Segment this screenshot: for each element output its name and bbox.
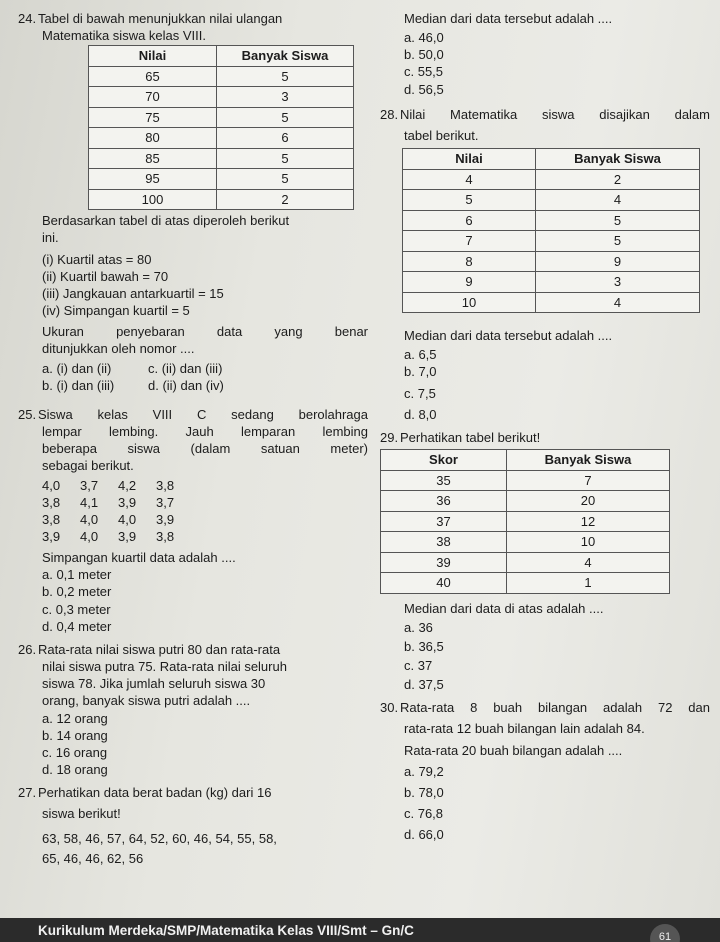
table-cell: 5 xyxy=(536,210,700,231)
option-d[interactable]: d. 56,5 xyxy=(404,81,444,97)
table-row xyxy=(381,532,670,553)
table-cell: 4 xyxy=(507,552,670,573)
question-text: Ukuran penyebaran data yang benar xyxy=(42,324,368,340)
data-value: 3,8 xyxy=(156,477,175,493)
option-d[interactable]: d. 8,0 xyxy=(404,406,437,422)
option-b[interactable]: b. 7,0 xyxy=(404,364,437,380)
question-stem: sebagai berikut. xyxy=(42,458,134,474)
option-a[interactable]: a. 79,2 xyxy=(404,763,444,779)
left-column xyxy=(18,10,368,867)
data-value: 4,0 xyxy=(118,511,137,527)
table-header: Banyak Siswa xyxy=(507,450,670,471)
table-cell: 5 xyxy=(217,107,354,128)
table-cell: 9 xyxy=(403,272,536,293)
question-stem: rata-rata 12 buah bilangan lain adalah 84. xyxy=(404,721,645,737)
data-value: 4,0 xyxy=(80,511,99,527)
question-text: ditunjukkan oleh nomor .... xyxy=(42,341,195,357)
table-cell: 85 xyxy=(89,148,217,169)
question-stem: Siswa kelas VIII C sedang berolahraga xyxy=(38,406,368,422)
question-text: Median dari data tersebut adalah .... xyxy=(404,11,613,26)
data-row xyxy=(18,511,368,528)
table-header: Nilai xyxy=(403,149,536,170)
table-row xyxy=(403,169,700,190)
table-cell: 9 xyxy=(536,251,700,272)
statement: (i) Kuartil atas = 80 xyxy=(42,251,152,267)
option-d[interactable]: d. (ii) dan (iv) xyxy=(148,377,224,393)
data-table-29 xyxy=(380,449,670,594)
table-cell: 3 xyxy=(217,87,354,108)
question-text: Simpangan kuartil data adalah .... xyxy=(42,550,236,566)
data-value: 3,7 xyxy=(80,477,99,493)
question-text: Median dari data di atas adalah .... xyxy=(404,600,604,616)
table-row xyxy=(381,511,670,532)
option-d[interactable]: d. 66,0 xyxy=(404,827,444,843)
table-row xyxy=(381,470,670,491)
option-a[interactable]: a. 12 orang xyxy=(42,710,108,726)
table-cell: 39 xyxy=(381,552,507,573)
table-cell: 37 xyxy=(381,511,507,532)
option-a[interactable]: a. (i) dan (ii) xyxy=(42,360,112,376)
question-stem: beberapa siswa (dalam satuan meter) xyxy=(42,441,368,457)
data-value: 3,9 xyxy=(156,511,175,527)
question-text: ini. xyxy=(42,230,59,246)
data-value: 3,9 xyxy=(118,528,137,544)
data-value: 3,7 xyxy=(156,494,175,510)
table-cell: 6 xyxy=(217,128,354,149)
footer-text: Kurikulum Merdeka/SMP/Matematika Kelas VIII/Smt – Gn/C xyxy=(38,923,414,938)
option-b[interactable]: b. 36,5 xyxy=(404,638,444,654)
question-stem: Nilai Matematika siswa disajikan dalam xyxy=(400,106,710,122)
data-value: 3,9 xyxy=(118,494,137,510)
question-stem: nilai siswa putra 75. Rata-rata nilai seluruh xyxy=(42,659,287,675)
data-value: 3,9 xyxy=(42,528,61,544)
data-table-24 xyxy=(88,45,354,210)
table-cell: 2 xyxy=(217,189,354,210)
table-cell: 5 xyxy=(217,169,354,190)
option-b[interactable]: b. 0,2 meter xyxy=(42,584,112,600)
table-cell: 70 xyxy=(89,87,217,108)
question-number: 29. xyxy=(380,429,399,445)
table-cell: 4 xyxy=(536,292,700,313)
table-cell: 12 xyxy=(507,511,670,532)
question-number: 28. xyxy=(380,106,399,122)
table-cell: 7 xyxy=(507,470,670,491)
table-cell: 36 xyxy=(381,491,507,512)
question-stem: Rata-rata 8 buah bilangan adalah 72 dan xyxy=(400,700,710,716)
statement: (iv) Simpangan kuartil = 5 xyxy=(42,303,190,319)
question-number: 24. xyxy=(18,11,37,26)
table-row xyxy=(89,66,354,87)
table-row xyxy=(403,190,700,211)
table-row xyxy=(403,251,700,272)
question-29 xyxy=(380,429,710,693)
question-stem: siswa berikut! xyxy=(42,806,121,822)
table-cell: 75 xyxy=(89,107,217,128)
table-cell: 10 xyxy=(403,292,536,313)
option-c[interactable]: c. 16 orang xyxy=(42,744,108,760)
statement: (ii) Kuartil bawah = 70 xyxy=(42,268,169,284)
option-c[interactable]: c. (ii) dan (iii) xyxy=(148,360,223,376)
table-row xyxy=(89,169,354,190)
option-d[interactable]: d. 18 orang xyxy=(42,762,108,777)
table-cell: 38 xyxy=(381,532,507,553)
data-value: 3,8 xyxy=(156,528,175,544)
table-cell: 65 xyxy=(89,66,217,87)
table-row xyxy=(89,148,354,169)
table-row xyxy=(403,272,700,293)
question-number: 25. xyxy=(18,406,37,422)
option-a[interactable]: a. 46,0 xyxy=(404,30,444,46)
table-cell: 3 xyxy=(536,272,700,293)
option-a[interactable]: a. 6,5 xyxy=(404,347,437,363)
table-cell: 10 xyxy=(507,532,670,553)
data-value: 3,8 xyxy=(42,494,61,510)
option-b[interactable]: b. 14 orang xyxy=(42,727,108,743)
question-25 xyxy=(18,406,368,635)
table-row xyxy=(89,107,354,128)
table-cell: 2 xyxy=(536,169,700,190)
table-cell: 5 xyxy=(403,190,536,211)
data-value: 4,0 xyxy=(42,477,61,493)
data-value: 3,8 xyxy=(42,511,61,527)
question-stem: Matematika siswa kelas VIII. xyxy=(42,28,206,44)
table-cell: 6 xyxy=(403,210,536,231)
table-cell: 4 xyxy=(536,190,700,211)
data-grid-25 xyxy=(18,477,368,546)
question-stem: orang, banyak siswa putri adalah .... xyxy=(42,693,251,709)
data-list: 65, 46, 46, 62, 56 xyxy=(42,850,144,866)
table-row xyxy=(403,292,700,313)
data-list: 63, 58, 46, 57, 64, 52, 60, 46, 54, 55, 58, xyxy=(42,831,277,847)
table-header: Nilai xyxy=(89,46,217,67)
question-30 xyxy=(380,699,710,843)
table-cell: 35 xyxy=(381,470,507,491)
question-27 xyxy=(18,784,368,867)
option-b[interactable]: b. 50,0 xyxy=(404,47,444,63)
data-value: 4,0 xyxy=(80,528,99,544)
data-value: 4,1 xyxy=(80,494,99,510)
data-value: 4,2 xyxy=(118,477,137,493)
statement: (iii) Jangkauan antarkuartil = 15 xyxy=(42,285,224,301)
table-cell: 5 xyxy=(217,66,354,87)
question-28 xyxy=(380,106,710,423)
question-stem: Rata-rata 20 buah bilangan adalah .... xyxy=(404,742,623,758)
table-cell: 8 xyxy=(403,251,536,272)
option-c[interactable]: c. 37 xyxy=(404,658,433,673)
page-number: 61 xyxy=(650,924,680,942)
right-column xyxy=(380,10,710,843)
question-stem: Tabel di bawah menunjukkan nilai ulangan xyxy=(38,11,283,26)
question-stem: Perhatikan tabel berikut! xyxy=(400,429,541,445)
table-row xyxy=(89,189,354,210)
table-row xyxy=(381,552,670,573)
table-cell: 1 xyxy=(507,573,670,594)
option-d[interactable]: d. 37,5 xyxy=(404,677,444,693)
question-26 xyxy=(18,641,368,778)
table-cell: 40 xyxy=(381,573,507,594)
table-header: Banyak Siswa xyxy=(217,46,354,67)
table-cell: 95 xyxy=(89,169,217,190)
option-b[interactable]: b. 78,0 xyxy=(404,784,444,800)
table-cell: 20 xyxy=(507,491,670,512)
table-row xyxy=(403,210,700,231)
question-text: Median dari data tersebut adalah .... xyxy=(404,328,613,344)
question-number: 26. xyxy=(18,641,37,657)
table-header: Banyak Siswa xyxy=(536,149,700,170)
table-cell: 5 xyxy=(217,148,354,169)
table-row xyxy=(403,231,700,252)
table-cell: 80 xyxy=(89,128,217,149)
question-27-continued xyxy=(380,10,710,98)
question-stem: tabel berikut. xyxy=(404,127,479,143)
data-row xyxy=(18,528,368,545)
table-header: Skor xyxy=(381,450,507,471)
question-number: 27. xyxy=(18,785,37,801)
option-c[interactable]: c. 0,3 meter xyxy=(42,601,111,617)
table-row xyxy=(89,87,354,108)
question-stem: siswa 78. Jika jumlah seluruh siswa 30 xyxy=(42,676,266,692)
question-stem: Perhatikan data berat badan (kg) dari 16 xyxy=(38,785,272,801)
question-stem: Rata-rata nilai siswa putri 80 dan rata-rata xyxy=(38,641,281,657)
table-row xyxy=(89,128,354,149)
option-a[interactable]: a. 36 xyxy=(404,619,433,635)
question-24 xyxy=(18,10,368,394)
option-d[interactable]: d. 0,4 meter xyxy=(42,618,112,634)
data-row xyxy=(18,477,368,494)
table-row xyxy=(381,491,670,512)
table-cell: 4 xyxy=(403,169,536,190)
question-number: 30. xyxy=(380,700,399,716)
question-text: Berdasarkan tabel di atas diperoleh berikut xyxy=(42,213,290,229)
table-cell: 100 xyxy=(89,189,217,210)
option-b[interactable]: b. (i) dan (iii) xyxy=(42,377,115,393)
option-a[interactable]: a. 0,1 meter xyxy=(42,567,112,583)
table-row xyxy=(381,573,670,594)
data-row xyxy=(18,494,368,511)
table-cell: 7 xyxy=(403,231,536,252)
page-footer xyxy=(0,918,720,942)
option-c[interactable]: c. 55,5 xyxy=(404,64,444,80)
question-stem: lempar lembing. Jauh lemparan lembing xyxy=(42,424,368,440)
table-cell: 5 xyxy=(536,231,700,252)
option-c[interactable]: c. 7,5 xyxy=(404,385,436,401)
data-table-28 xyxy=(402,148,700,313)
option-c[interactable]: c. 76,8 xyxy=(404,806,444,822)
